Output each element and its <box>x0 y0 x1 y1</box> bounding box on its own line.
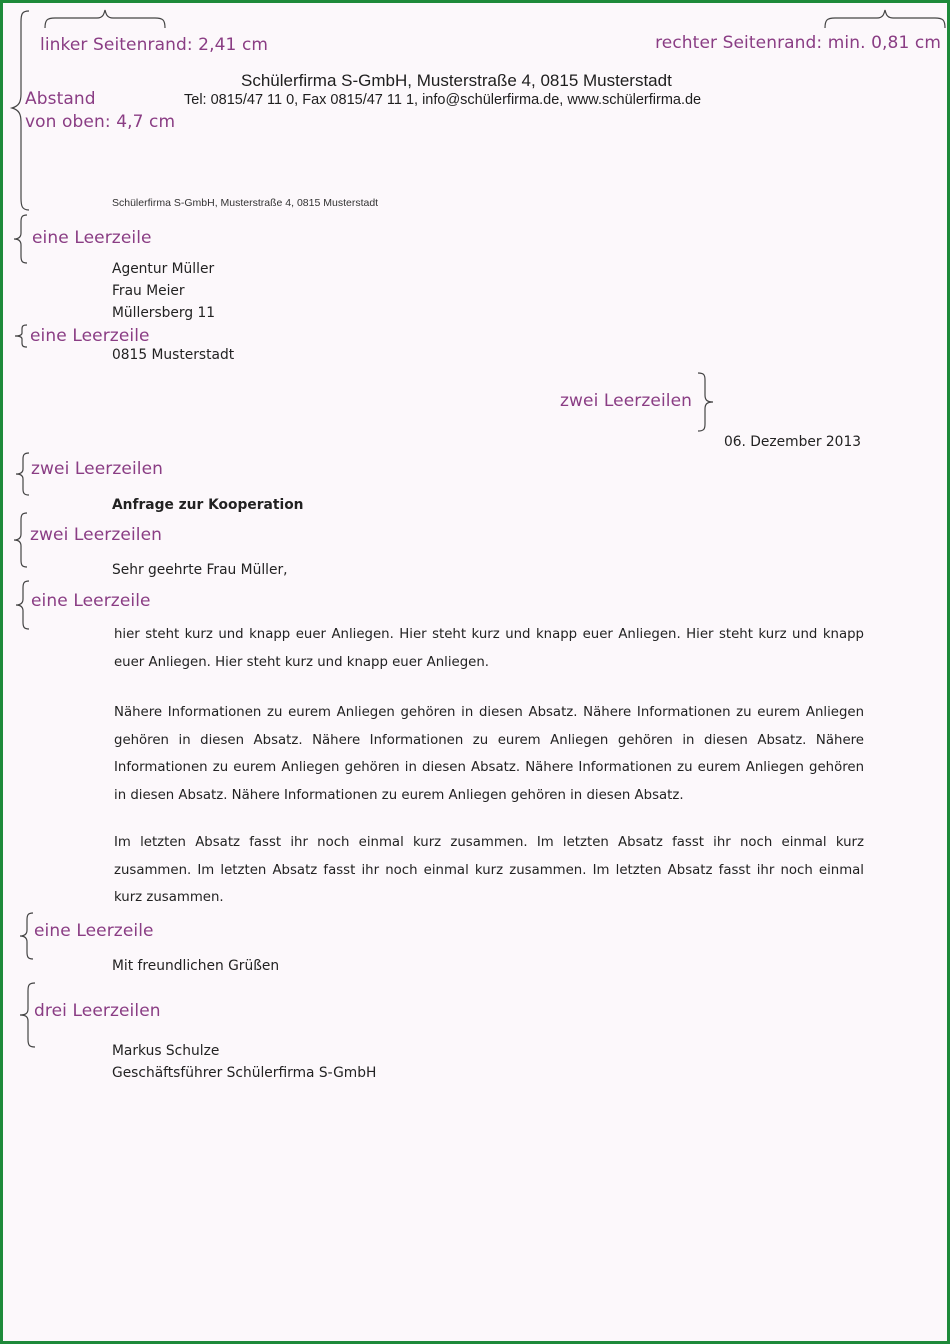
gap-brace-after-date <box>13 451 33 497</box>
gap-annotation-after-subject: zwei Leerzeilen <box>30 525 163 545</box>
body-paragraph-1: hier steht kurz und knapp euer Anliegen. Hier steht kurz und knapp euer Anliegen. Hier steht kurz und knapp euer Anliegen. Hier steht kurz und knapp euer Anliegen. <box>114 627 864 670</box>
recipient-person: Frau Meier <box>112 283 185 299</box>
signature-name: Markus Schulze <box>112 1043 220 1059</box>
gap-annotation-address: eine Leerzeile <box>30 326 150 346</box>
sender-line: Schülerfirma S-GmbH, Musterstraße 4, 0815 Musterstadt <box>112 197 379 209</box>
recipient-street: Müllersberg 11 <box>112 305 216 321</box>
right-margin-annotation: rechter Seitenrand: min. 0,81 cm <box>655 33 941 53</box>
gap-brace-before-date <box>695 371 717 433</box>
right-margin-brace <box>823 8 948 30</box>
gap-brace-after-subject <box>11 511 31 569</box>
top-distance-brace <box>9 8 33 213</box>
gap-brace-address <box>11 323 31 349</box>
gap-annotation-before-signature: drei Leerzeilen <box>34 1001 161 1021</box>
letter-salutation: Sehr geehrte Frau Müller, <box>112 562 288 578</box>
gap-brace-sender <box>11 213 31 265</box>
left-margin-brace <box>43 8 168 30</box>
body-paragraph-2: Nähere Informationen zu eurem Anliegen gehören in diesen Absatz. Nähere Informationen zu eurem Anliegen gehören in diesen Absatz. Nähere Informationen zu eurem Anliegen gehören in diesen Absatz. Nähere Informationen zu eurem Anliegen gehören in diesen Absatz. Nähere Informationen zu eurem Anliegen gehören in diesen Absatz. Nähere Informationen zu eurem Anliegen gehören in diesen Absatz. <box>114 705 864 803</box>
letter-date: 06. Dezember 2013 <box>723 434 861 450</box>
gap-annotation-after-date: zwei Leerzeilen <box>31 459 164 479</box>
recipient-city: 0815 Musterstadt <box>112 347 235 363</box>
gap-annotation-before-closing: eine Leerzeile <box>34 921 154 941</box>
body-paragraph-3: Im letzten Absatz fasst ihr noch einmal kurz zusammen. Im letzten Absatz fasst ihr noch einmal kurz zusammen. Im letzten Absatz fasst ihr noch einmal kurz zusammen. Im letzten Absatz fasst ihr noch einmal kurz zusammen. <box>114 835 864 905</box>
letterhead-line2: Tel: 0815/47 11 0, Fax 0815/47 11 1, info@schülerfirma.de, www.schülerfirma.de <box>184 92 702 108</box>
letter-subject: Anfrage zur Kooperation <box>112 497 304 513</box>
letterhead-line1: Schülerfirma S-GmbH, Musterstraße 4, 0815 Musterstadt <box>241 71 672 90</box>
recipient-company: Agentur Müller <box>112 261 215 277</box>
gap-brace-after-salutation <box>13 579 33 631</box>
gap-annotation-sender: eine Leerzeile <box>32 228 152 248</box>
top-distance-annotation-line2: von oben: 4,7 cm <box>25 112 176 132</box>
top-distance-annotation-line1: Abstand <box>25 89 96 109</box>
left-margin-annotation: linker Seitenrand: 2,41 cm <box>40 35 269 55</box>
gap-annotation-after-salutation: eine Leerzeile <box>31 591 151 611</box>
gap-annotation-before-date: zwei Leerzeilen <box>560 391 693 411</box>
signature-title: Geschäftsführer Schülerfirma S-GmbH <box>112 1065 377 1081</box>
letter-closing: Mit freundlichen Grüßen <box>112 958 280 974</box>
